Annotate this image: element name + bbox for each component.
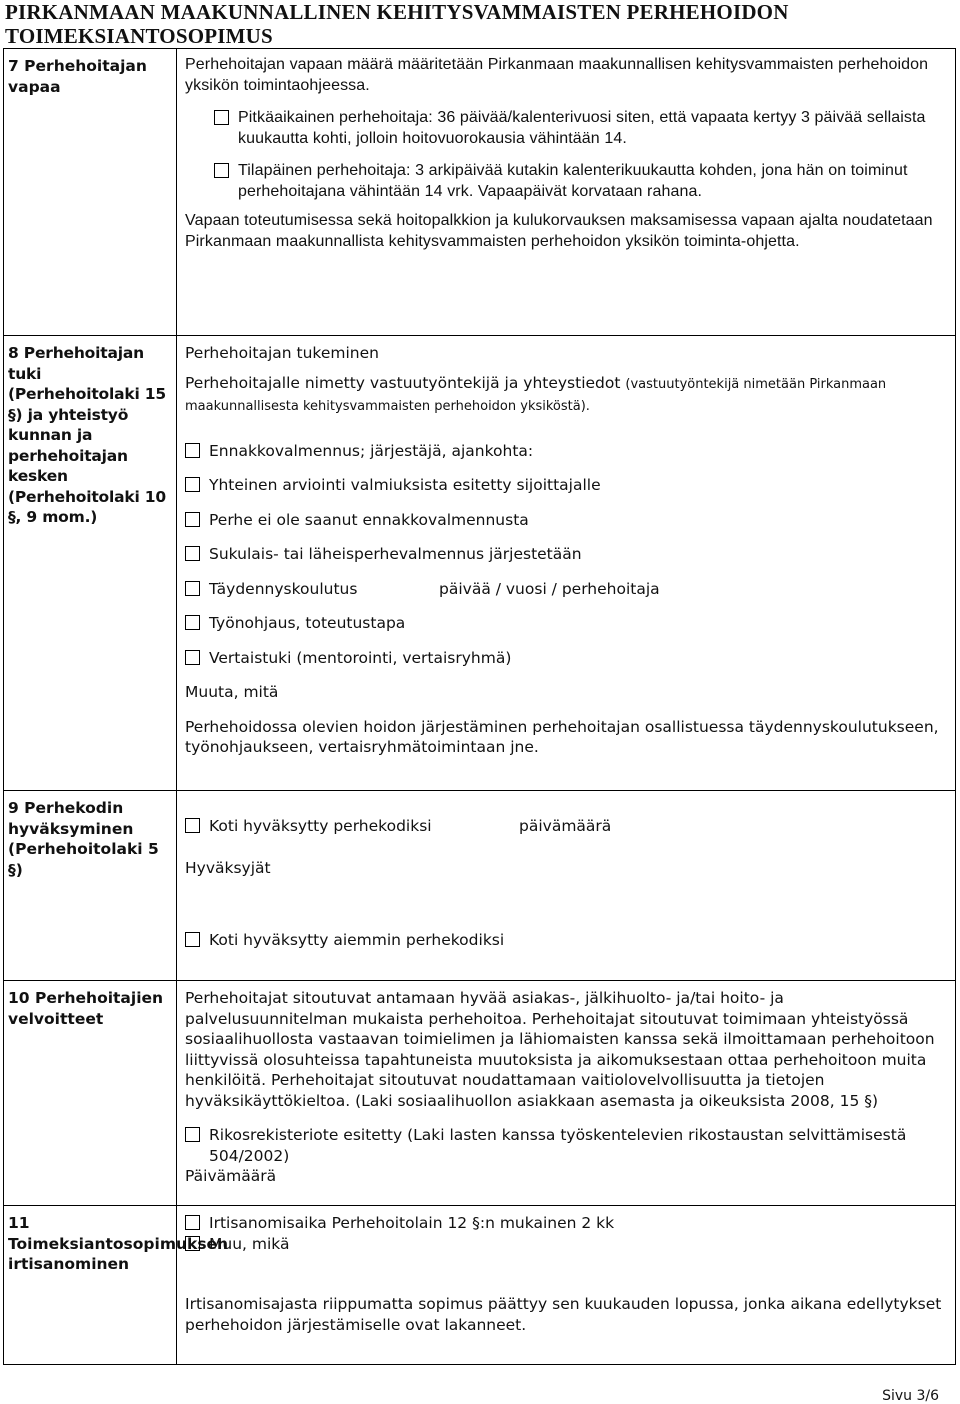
section-10-label: 10 Perhehoitajien velvoitteet [4, 981, 177, 1206]
section-11-content [177, 1206, 956, 1365]
assessment-checkbox[interactable] [185, 477, 200, 492]
section-7-note: Vapaan toteutumisessa sekä hoitopalkkion ja kulukorvauksen maksamisessa vapaan ajalta noudatetaan Pirkanmaan maakunnallista kehitysvammaisten perhehoidon yksikön toiminta-ohjetta. [185, 212, 933, 250]
criminal-record-date-label: Päivämäärä [185, 1167, 277, 1185]
section-11-row [4, 1206, 956, 1365]
section-8-content [177, 336, 956, 791]
long-term-checkbox[interactable] [214, 110, 229, 125]
support-title: Perhehoitajan tukeminen [185, 344, 379, 362]
pre-training-text: Ennakkovalmennus; järjestäjä, ajankohta: [209, 441, 534, 460]
other-termination-text: Muu, mikä [209, 1234, 290, 1253]
previously-approved-option[interactable] [185, 930, 949, 951]
section-11-label: 11 Toimeksiantosopimuksen irtisanominen [4, 1206, 177, 1365]
section-10-content [177, 981, 956, 1206]
section-7-label: 7 Perhehoitajan vapaa [4, 49, 177, 336]
section-8-label: 8 Perhehoitajan tuki (Perhehoitolaki 15 §) ja yhteistyö kunnan ja perhehoitajan kesken (Perhehoitolaki 10 §, 9 mom.) [4, 336, 177, 791]
peer-support-checkbox[interactable] [185, 650, 200, 665]
long-term-option[interactable] [185, 108, 949, 149]
pre-training-option[interactable] [185, 441, 949, 462]
no-training-checkbox[interactable] [185, 512, 200, 527]
approvers-label: Hyväksyjät [185, 858, 271, 877]
header-line-2: TOIMEKSIANTOSOPIMUS [5, 24, 273, 48]
kinship-text: Sukulais- tai läheisperhevalmennus järjestetään [209, 545, 582, 563]
termination-text: Irtisanomisajasta riippumatta sopimus päättyy sen kuukauden lopussa, jonka aikana edellytykset perhehoidon järjestämiselle ovat lakanneet. [185, 1295, 942, 1334]
temporary-text: Tilapäinen perhehoitaja: 3 arkipäivää kutakin kalenterikuukautta kohden, jona hän on toiminut perhehoitajana vähintään 14 vrk. Vapaapäivät korvataan rahana. [238, 162, 908, 200]
section-9-row [4, 791, 956, 981]
further-training-option[interactable] [185, 579, 949, 600]
criminal-record-option[interactable] [185, 1125, 949, 1166]
notice-period-checkbox[interactable] [185, 1215, 200, 1230]
assessment-text: Yhteinen arviointi valmiuksista esitetty sijoittajalle [209, 476, 601, 494]
further-training-text: Täydennyskoulutus [209, 579, 358, 598]
no-training-text: Perhe ei ole saanut ennakkovalmennusta [209, 510, 529, 529]
temporary-option[interactable] [185, 161, 949, 202]
notice-period-option[interactable] [185, 1213, 949, 1234]
kinship-option[interactable] [185, 544, 949, 565]
previously-approved-checkbox[interactable] [185, 932, 200, 947]
other-support-label: Muuta, mitä [185, 683, 279, 701]
long-term-text: Pitkäaikainen perhehoitaja: 36 päivää/kalenterivuosi siten, että vapaata kertyy 3 päivää sellaista kuukautta kohti, jolloin hoitovuorokausia vähintään 14. [238, 109, 926, 147]
temporary-checkbox[interactable] [214, 163, 229, 178]
criminal-record-text: Rikosrekisteriote esitetty (Laki lasten kanssa työskentelevien rikostaustan selvittämisestä 504/2002) [209, 1126, 907, 1165]
section-7-intro: Perhehoitajan vapaan määrä määritetään Pirkanmaan maakunnallisen kehitysvammaisten perhehoidon yksikön toimintaohjeessa. [185, 56, 929, 94]
criminal-record-checkbox[interactable] [185, 1127, 200, 1142]
section-8-row [4, 336, 956, 791]
previously-approved-text: Koti hyväksytty aiemmin perhekodiksi [209, 931, 505, 949]
supervision-checkbox[interactable] [185, 615, 200, 630]
peer-support-text: Vertaistuki (mentorointi, vertaisryhmä) [209, 648, 512, 667]
other-termination-checkbox[interactable] [185, 1236, 200, 1251]
section-7-content [177, 49, 956, 336]
home-approved-text: Koti hyväksytty perhekodiksi [209, 817, 432, 835]
other-termination-option[interactable] [185, 1234, 949, 1255]
agreement-table [3, 48, 956, 1365]
section-9-content [177, 791, 956, 981]
home-approved-checkbox[interactable] [185, 818, 200, 833]
section-7-row [4, 49, 956, 336]
header-line-1: PIRKANMAAN MAAKUNNALLINEN KEHITYSVAMMAISTEN PERHEHOIDON [5, 0, 789, 24]
further-training-unit: päivää / vuosi / perhehoitaja [439, 579, 660, 598]
document-header [5, 0, 955, 48]
peer-support-option[interactable] [185, 648, 949, 669]
contact-note: (vastuutyöntekijä nimetään Pirkanmaan maakunnallisesta kehitysvammaisten perhehoidon yksiköstä). [185, 376, 887, 414]
supervision-option[interactable] [185, 613, 949, 634]
page-number: Sivu 3/6 [882, 1388, 939, 1404]
care-arrangement-text: Perhehoidossa olevien hoidon järjestäminen perhehoitajan osallistuessa täydennyskoulutukseen, työnohjaukseen, vertaisryhmätoimintaan jne. [185, 717, 939, 756]
approval-date-label: päivämäärä [519, 817, 612, 835]
home-approved-option[interactable] [185, 816, 949, 837]
kinship-checkbox[interactable] [185, 546, 200, 561]
section-10-row [4, 981, 956, 1206]
assessment-option[interactable] [185, 475, 949, 496]
notice-period-text: Irtisanomisaika Perhehoitolain 12 §:n mukainen 2 kk [209, 1214, 615, 1232]
no-training-option[interactable] [185, 510, 949, 531]
section-9-label: 9 Perhekodin hyväksyminen (Perhehoitolaki 5 §) [4, 791, 177, 981]
contact-person [185, 373, 949, 418]
pre-training-checkbox[interactable] [185, 443, 200, 458]
obligations-text: Perhehoitajat sitoutuvat antamaan hyvää asiakas-, jälkihuolto- ja/tai hoito- ja palvelusuunnitelman mukaista perhehoitoa. Perhehoitajat sitoutuvat toimimaan yhteistyössä sosiaalihuollosta vastaavan toimielimen ja lähiomaisten kanssa sekä ilmoittamaan perhehoitoon liittyvissä olosuhteissa tapahtuneista muutoksista ja aikomuksestaan ottaa perhehoitoon muita henkilöitä. Perhehoitajat sitoutuvat noudattamaan vaitiolovelvollisuutta ja tietojen hyväksikäyttökieltoa. (Laki sosiaalihuollon asiakkaan asemasta ja oikeuksista 2008, 15 §) [185, 989, 935, 1110]
further-training-checkbox[interactable] [185, 581, 200, 596]
supervision-text: Työnohjaus, toteutustapa [209, 614, 406, 632]
contact-main: Perhehoitajalle nimetty vastuutyöntekijä ja yhteystiedot [185, 373, 621, 392]
